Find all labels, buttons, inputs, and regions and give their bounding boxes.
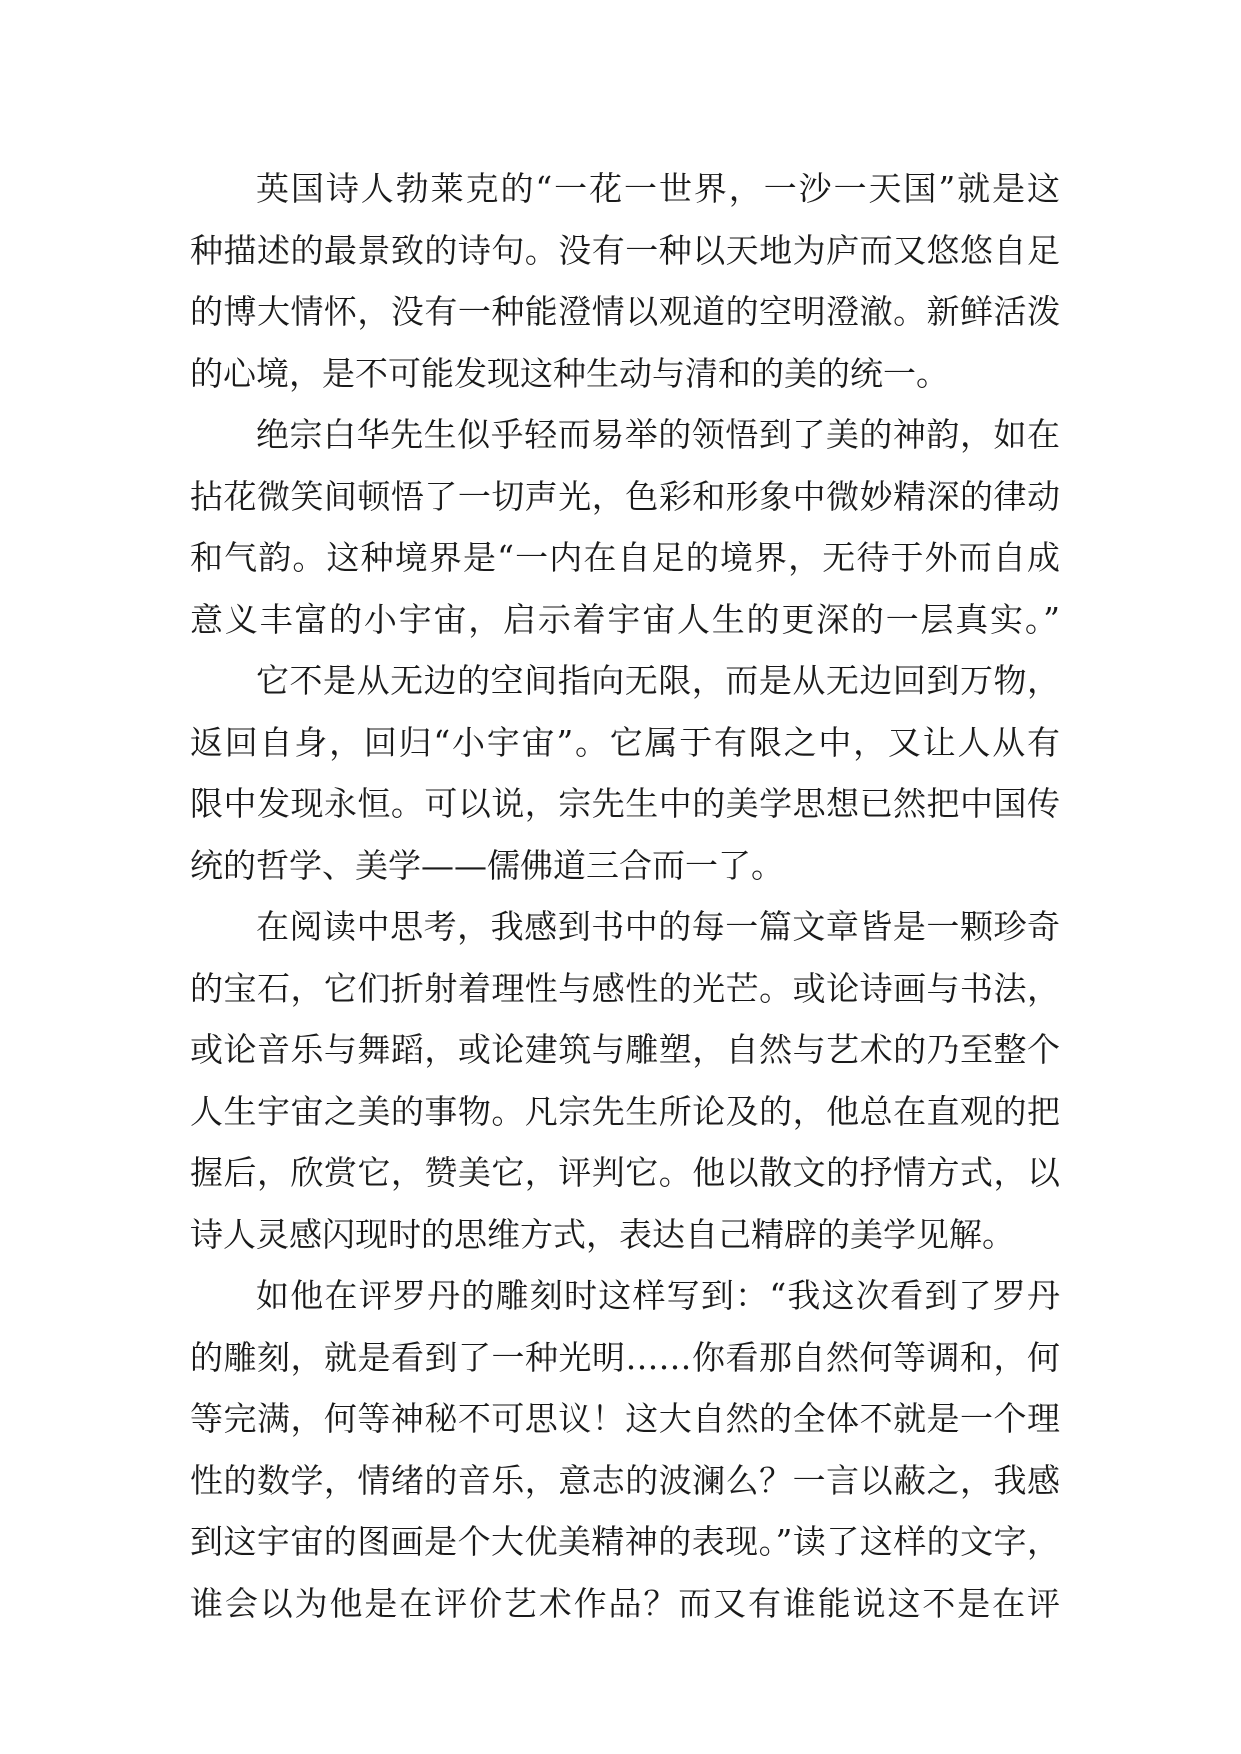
text-line: 返回自身，回归“小宇宙”。它属于有限之中，又让人从有 bbox=[190, 722, 1060, 762]
text-line: 或论音乐与舞蹈，或论建筑与雕塑，自然与艺术的乃至整个 bbox=[190, 1030, 1060, 1069]
text-line: 统的哲学、美学——儒佛道三合而一了。 bbox=[190, 845, 784, 885]
text-line: 谁会以为他是在评价艺术作品？而又有谁能说这不是在评 bbox=[190, 1583, 1060, 1623]
text-line: 握后，欣赏它，赞美它，评判它。他以散文的抒情方式，以 bbox=[190, 1153, 1060, 1192]
text-line: 诗人灵感闪现时的思维方式，表达自己精辟的美学见解。 bbox=[190, 1214, 1015, 1254]
text-line: 人生宇宙之美的事物。凡宗先生所论及的，他总在直观的把 bbox=[190, 1091, 1060, 1131]
text-line: 性的数学，情绪的音乐，意志的波澜么？一言以蔽之，我感 bbox=[190, 1460, 1060, 1500]
text-line: 的心境，是不可能发现这种生动与清和的美的统一。 bbox=[190, 353, 949, 393]
text-line: 限中发现永恒。可以说，宗先生中的美学思想已然把中国传 bbox=[190, 784, 1060, 823]
text-line: 和气韵。这种境界是“一内在自足的境界，无待于外而自成 bbox=[190, 538, 1060, 577]
text-line: 拈花微笑间顿悟了一切声光，色彩和形象中微妙精深的律动 bbox=[190, 476, 1060, 516]
text-line: 英国诗人勃莱克的“一花一世界，一沙一天国”就是这 bbox=[256, 169, 1060, 208]
text-line: 种描述的最景致的诗句。没有一种以天地为庐而又悠悠自足 bbox=[190, 230, 1060, 270]
text-line: 绝宗白华先生似乎轻而易举的领悟到了美的神韵，如在 bbox=[256, 415, 1060, 454]
text-line: 它不是从无边的空间指向无限，而是从无边回到万物， bbox=[256, 661, 1060, 700]
text-line: 等完满，何等神秘不可思议！这大自然的全体不就是一个理 bbox=[190, 1399, 1060, 1438]
text-line: 如他在评罗丹的雕刻时这样写到：“我这次看到了罗丹 bbox=[256, 1276, 1060, 1315]
text-line: 的博大情怀，没有一种能澄情以观道的空明澄澈。新鲜活泼 bbox=[190, 292, 1060, 331]
text-line: 意义丰富的小宇宙，启示着宇宙人生的更深的一层真实。” bbox=[190, 599, 1060, 639]
text-line: 在阅读中思考，我感到书中的每一篇文章皆是一颗珍奇 bbox=[256, 907, 1060, 946]
document-body bbox=[190, 158, 1060, 1634]
text-line: 的雕刻，就是看到了一种光明……你看那自然何等调和，何 bbox=[190, 1337, 1060, 1377]
text-line: 的宝石，它们折射着理性与感性的光芒。或论诗画与书法， bbox=[190, 968, 1060, 1008]
text-line: 到这宇宙的图画是个大优美精神的表现。”读了这样的文字， bbox=[190, 1522, 1060, 1561]
